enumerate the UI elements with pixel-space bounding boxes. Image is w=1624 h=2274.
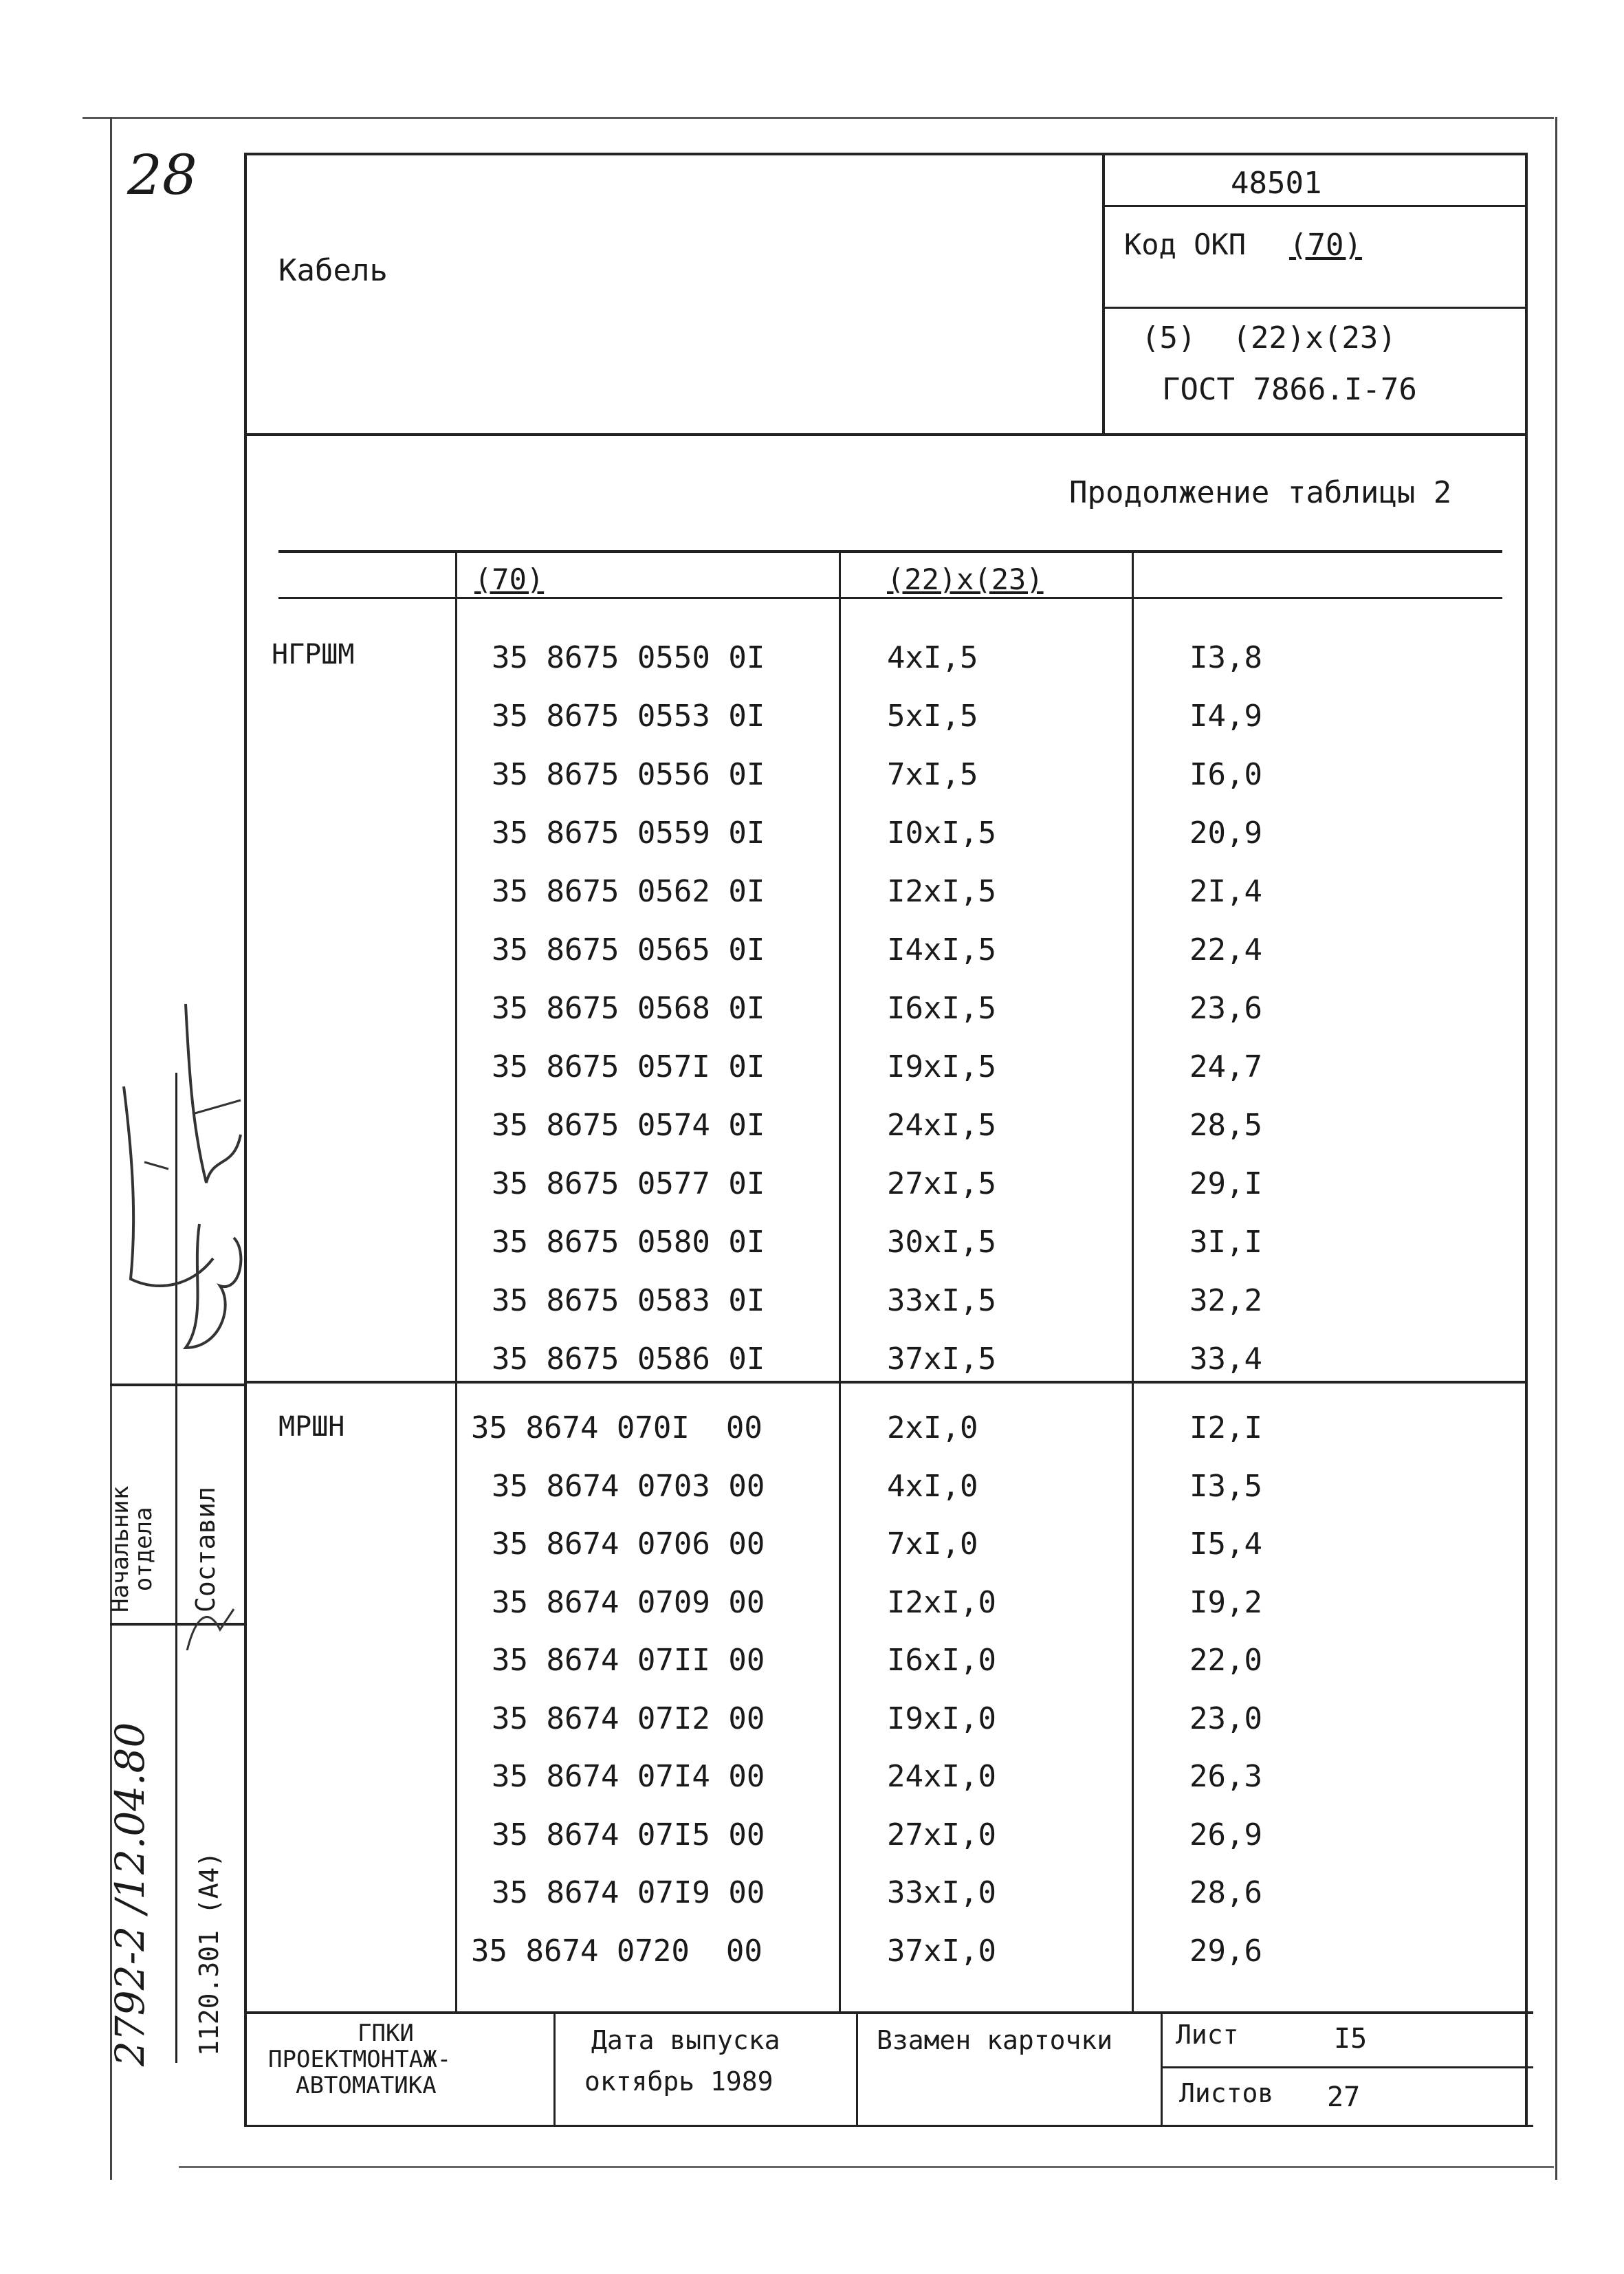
cell-diameter: 3I,I bbox=[1189, 1225, 1262, 1260]
sheet-label: Лист bbox=[1176, 2020, 1239, 2050]
stamp-compiled-by: Составил bbox=[190, 1486, 221, 1612]
cell-cores-section: 2xI,0 bbox=[887, 1410, 978, 1445]
cell-diameter: 23,6 bbox=[1189, 991, 1262, 1026]
cell-cores-section: 24xI,5 bbox=[887, 1108, 996, 1143]
cell-diameter: I9,2 bbox=[1189, 1584, 1262, 1620]
designation: (5) (22)x(23) bbox=[1141, 320, 1396, 356]
table-col-divider-3 bbox=[1132, 550, 1134, 2011]
cell-diameter: 20,9 bbox=[1189, 816, 1262, 851]
header-rule-2 bbox=[1102, 307, 1528, 309]
cell-okp-code: 35 8675 0559 0I bbox=[492, 816, 765, 851]
cell-diameter: I4,9 bbox=[1189, 699, 1262, 734]
cell-cores-section: 30xI,5 bbox=[887, 1225, 996, 1260]
cell-diameter: I2,I bbox=[1189, 1410, 1262, 1445]
standard: ГОСТ 7866.I-76 bbox=[1162, 372, 1417, 407]
table-header-bottom bbox=[278, 597, 1502, 599]
cell-okp-code: 35 8674 07I2 00 bbox=[492, 1701, 765, 1736]
issue-date-value: октябрь 1989 bbox=[584, 2066, 773, 2097]
cell-diameter: I3,8 bbox=[1189, 640, 1262, 675]
cell-cores-section: I4xI,5 bbox=[887, 932, 996, 967]
cell-cores-section: 4xI,5 bbox=[887, 640, 978, 675]
frame-right bbox=[1525, 153, 1528, 2126]
group-separator bbox=[244, 1381, 1528, 1384]
cell-cores-section: 7xI,0 bbox=[887, 1527, 978, 1562]
cell-okp-code: 35 8675 0574 0I bbox=[492, 1108, 765, 1143]
stamp-format: 1120.301 (A4) bbox=[194, 1851, 224, 2056]
cell-diameter: I6,0 bbox=[1189, 757, 1262, 792]
org-line-3: АВТОМАТИКА bbox=[296, 2072, 437, 2099]
cell-okp-code: 35 8674 070I 00 bbox=[471, 1410, 762, 1445]
org-line-2: ПРОЕКТМОНТАЖ- bbox=[268, 2046, 452, 2073]
table-header-top bbox=[278, 550, 1502, 553]
cell-cores-section: I6xI,0 bbox=[887, 1643, 996, 1678]
header-bottom bbox=[244, 433, 1528, 436]
cell-okp-code: 35 8675 0565 0I bbox=[492, 932, 765, 967]
group-name: НГРШМ bbox=[272, 639, 355, 670]
replaces-label: Взамен карточки bbox=[877, 2025, 1113, 2055]
cell-okp-code: 35 8675 0583 0I bbox=[492, 1283, 765, 1318]
cell-okp-code: 35 8675 0577 0I bbox=[492, 1166, 765, 1201]
signature-stroke bbox=[124, 1086, 213, 1286]
cell-cores-section: 27xI,5 bbox=[887, 1166, 996, 1201]
cell-diameter: 32,2 bbox=[1189, 1283, 1262, 1318]
cell-cores-section: I0xI,5 bbox=[887, 816, 996, 851]
okp-code-value: (70) bbox=[1289, 228, 1362, 263]
footer-divider-3 bbox=[1161, 2011, 1163, 2126]
cell-okp-code: 35 8675 0562 0I bbox=[492, 874, 765, 909]
okp-code-label: Код ОКП bbox=[1124, 228, 1247, 261]
signature-scribbles bbox=[103, 963, 254, 1650]
cell-okp-code: 35 8675 0553 0I bbox=[492, 699, 765, 734]
cell-cores-section: 7xI,5 bbox=[887, 757, 978, 792]
cell-cores-section: 37xI,5 bbox=[887, 1342, 996, 1377]
frame-top bbox=[244, 153, 1528, 155]
signature-stroke bbox=[193, 1100, 241, 1114]
cell-cores-section: 37xI,0 bbox=[887, 1933, 996, 1969]
cell-okp-code: 35 8674 07I5 00 bbox=[492, 1817, 765, 1852]
table-col-divider-2 bbox=[839, 550, 841, 2011]
cell-cores-section: I9xI,0 bbox=[887, 1701, 996, 1736]
footer-divider-1 bbox=[553, 2011, 556, 2126]
header-rule-1 bbox=[1102, 205, 1528, 207]
cell-diameter: 23,0 bbox=[1189, 1701, 1262, 1736]
footer-top bbox=[244, 2011, 1533, 2014]
bottom-trim-line bbox=[179, 2166, 1554, 2168]
cell-diameter: 33,4 bbox=[1189, 1342, 1262, 1377]
table-col-divider-1 bbox=[455, 550, 457, 2011]
signature-stroke bbox=[186, 1609, 234, 1650]
column-header-size: (22)x(23) bbox=[887, 562, 1044, 596]
footer-bottom bbox=[244, 2125, 1533, 2127]
signature-stroke bbox=[186, 1004, 241, 1183]
top-trim-line bbox=[83, 117, 1554, 119]
cell-okp-code: 35 8674 07II 00 bbox=[492, 1643, 765, 1678]
stamp-head-of-dept: Начальник отдела bbox=[107, 1485, 157, 1612]
signature-stroke bbox=[144, 1162, 168, 1169]
right-trim-line bbox=[1555, 117, 1557, 2180]
cell-diameter: I3,5 bbox=[1189, 1468, 1262, 1504]
cell-cores-section: 24xI,0 bbox=[887, 1759, 996, 1794]
cell-cores-section: 5xI,5 bbox=[887, 699, 978, 734]
cell-diameter: 22,4 bbox=[1189, 932, 1262, 967]
table-caption: Продолжение таблицы 2 bbox=[1069, 475, 1452, 510]
cell-cores-section: 27xI,0 bbox=[887, 1817, 996, 1852]
cell-cores-section: 4xI,0 bbox=[887, 1468, 978, 1504]
cell-okp-code: 35 8675 057I 0I bbox=[492, 1049, 765, 1084]
cell-okp-code: 35 8674 07I9 00 bbox=[492, 1875, 765, 1910]
sheet-value: I5 bbox=[1334, 2023, 1368, 2055]
cell-cores-section: I2xI,0 bbox=[887, 1584, 996, 1620]
cell-diameter: 2I,4 bbox=[1189, 874, 1262, 909]
org-line-1: ГПКИ bbox=[358, 2020, 414, 2047]
cell-diameter: 28,6 bbox=[1189, 1875, 1262, 1910]
cell-diameter: 29,I bbox=[1189, 1166, 1262, 1201]
cell-okp-code: 35 8675 0550 0I bbox=[492, 640, 765, 675]
group-name: МРШН bbox=[278, 1411, 345, 1443]
cell-okp-code: 35 8675 0586 0I bbox=[492, 1342, 765, 1377]
page-number-handwritten: 28 bbox=[127, 143, 197, 207]
sheets-label: Листов bbox=[1179, 2078, 1274, 2108]
stamp-handwritten-code: 2792-2 /12.04.80 bbox=[107, 1722, 153, 2066]
cell-okp-code: 35 8675 0556 0I bbox=[492, 757, 765, 792]
cell-diameter: 26,3 bbox=[1189, 1759, 1262, 1794]
cell-diameter: 24,7 bbox=[1189, 1049, 1262, 1084]
cell-diameter: 26,9 bbox=[1189, 1817, 1262, 1852]
footer-divider-2 bbox=[856, 2011, 858, 2126]
card-number: 48501 bbox=[1231, 166, 1322, 201]
header-divider bbox=[1102, 153, 1105, 435]
sheets-value: 27 bbox=[1327, 2081, 1361, 2113]
product-name: Кабель bbox=[278, 253, 388, 288]
signature-stroke bbox=[186, 1224, 241, 1348]
cell-cores-section: 33xI,0 bbox=[887, 1875, 996, 1910]
cell-cores-section: I6xI,5 bbox=[887, 991, 996, 1026]
issue-date-label: Дата выпуска bbox=[591, 2025, 780, 2055]
cell-diameter: I5,4 bbox=[1189, 1527, 1262, 1562]
cell-cores-section: I9xI,5 bbox=[887, 1049, 996, 1084]
cell-cores-section: 33xI,5 bbox=[887, 1283, 996, 1318]
footer-rule-sheets bbox=[1161, 2066, 1533, 2068]
cell-okp-code: 35 8674 0709 00 bbox=[492, 1584, 765, 1620]
cell-okp-code: 35 8674 0703 00 bbox=[492, 1468, 765, 1504]
cell-diameter: 28,5 bbox=[1189, 1108, 1262, 1143]
cell-cores-section: I2xI,5 bbox=[887, 874, 996, 909]
cell-okp-code: 35 8674 0720 00 bbox=[471, 1933, 762, 1969]
cell-okp-code: 35 8675 0580 0I bbox=[492, 1225, 765, 1260]
cell-okp-code: 35 8675 0568 0I bbox=[492, 991, 765, 1026]
cell-diameter: 29,6 bbox=[1189, 1933, 1262, 1969]
cell-okp-code: 35 8674 07I4 00 bbox=[492, 1759, 765, 1794]
column-header-code: (70) bbox=[474, 562, 545, 596]
cell-diameter: 22,0 bbox=[1189, 1643, 1262, 1678]
cell-okp-code: 35 8674 0706 00 bbox=[492, 1527, 765, 1562]
